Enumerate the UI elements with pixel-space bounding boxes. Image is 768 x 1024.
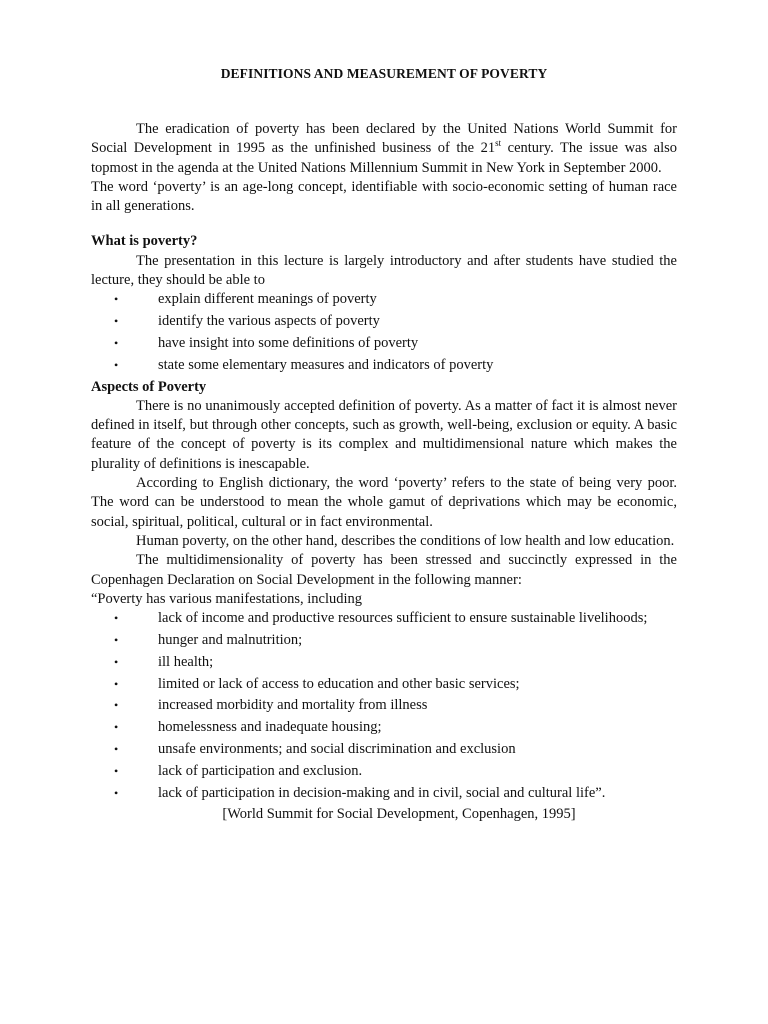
bullet-icon: • — [114, 763, 119, 778]
intro-p1-text: The eradication of poverty has been declared by the United Nations World Summit for Social Development in 1995 as the unfinished business of the 21 — [91, 121, 677, 157]
list-item: • have insight into some definitions of poverty — [91, 334, 677, 353]
list-item: • lack of participation and exclusion. — [91, 762, 677, 781]
list-item: • lack of participation in decision-making and in civil, social and cultural life”. — [91, 784, 677, 803]
bullet-icon: • — [114, 632, 119, 647]
intro-paragraph-2: The word ‘poverty’ is an age-long concept, identifiable with socio-economic setting of human race in all generations. — [91, 178, 677, 215]
citation: [World Summit for Social Development, Copenhagen, 1995] — [222, 806, 576, 823]
bullet-icon: • — [114, 741, 119, 756]
objectives-list — [91, 290, 677, 375]
heading-aspects-of-poverty: Aspects of Poverty — [91, 378, 207, 395]
bullet-icon: • — [114, 357, 119, 372]
manifestations-list — [91, 609, 677, 803]
list-item: • state some elementary measures and indicators of poverty — [91, 356, 677, 375]
list-item: • limited or lack of access to education and other basic services; — [91, 675, 677, 694]
ordinal-suffix: st — [495, 138, 502, 149]
page-title: DEFINITIONS AND MEASUREMENT OF POVERTY — [220, 66, 548, 81]
list-item: • unsafe environments; and social discrimination and exclusion — [91, 740, 677, 759]
aspects-paragraph-4: The multidimensionality of poverty has been stressed and succinctly expressed in the Copenhagen Declaration on Social Development in the following manner: — [91, 552, 677, 588]
list-item: • identify the various aspects of poverty — [91, 312, 677, 331]
bullet-icon: • — [114, 676, 119, 691]
list-item: • ill health; — [91, 653, 677, 672]
list-item: • explain different meanings of poverty — [91, 290, 677, 309]
bullet-icon: • — [114, 720, 119, 735]
aspects-paragraph-2: According to English dictionary, the word ‘poverty’ refers to the state of being very poor. The word can be understood to mean the whole gamut of deprivations which may be economic, social, spiritual, political, cultural or in fact environmental. — [91, 475, 677, 530]
intro-p1-text-cont: century. The issue was also topmost in the agenda at the United Nations Millennium Summit in New York in September 2000. — [91, 140, 677, 176]
bullet-icon: • — [114, 292, 119, 307]
aspects-paragraph-3: Human poverty, on the other hand, describes the conditions of low health and low education. — [136, 532, 675, 549]
bullet-icon: • — [114, 314, 119, 329]
bullet-icon: • — [114, 611, 119, 626]
document-body — [91, 120, 677, 825]
list-item: • increased morbidity and mortality from illness — [91, 696, 677, 715]
quote-intro: “Poverty has various manifestations, including — [91, 590, 363, 607]
list-item: • homelessness and inadequate housing; — [91, 718, 677, 737]
bullet-icon: • — [114, 698, 119, 713]
list-item: • lack of income and productive resources sufficient to ensure sustainable livelihoods; — [91, 609, 677, 628]
heading-what-is-poverty: What is poverty? — [91, 233, 198, 250]
bullet-icon: • — [114, 335, 119, 350]
aspects-paragraph-1: There is no unanimously accepted definition of poverty. As a matter of fact it is almost never defined in itself, but through other concepts, such as growth, well-being, exclusion or equity. A basic feature of the concept of poverty is its complex and multidimensional nature which makes the plurality of definitions is inescapable. — [91, 397, 677, 472]
intro-paragraph-1 — [91, 120, 677, 178]
bullet-icon: • — [114, 654, 119, 669]
list-item: • hunger and malnutrition; — [91, 631, 677, 650]
bullet-icon: • — [114, 785, 119, 800]
what-is-poverty-paragraph: The presentation in this lecture is largely introductory and after students have studied the lecture, they should be able to — [91, 252, 677, 289]
